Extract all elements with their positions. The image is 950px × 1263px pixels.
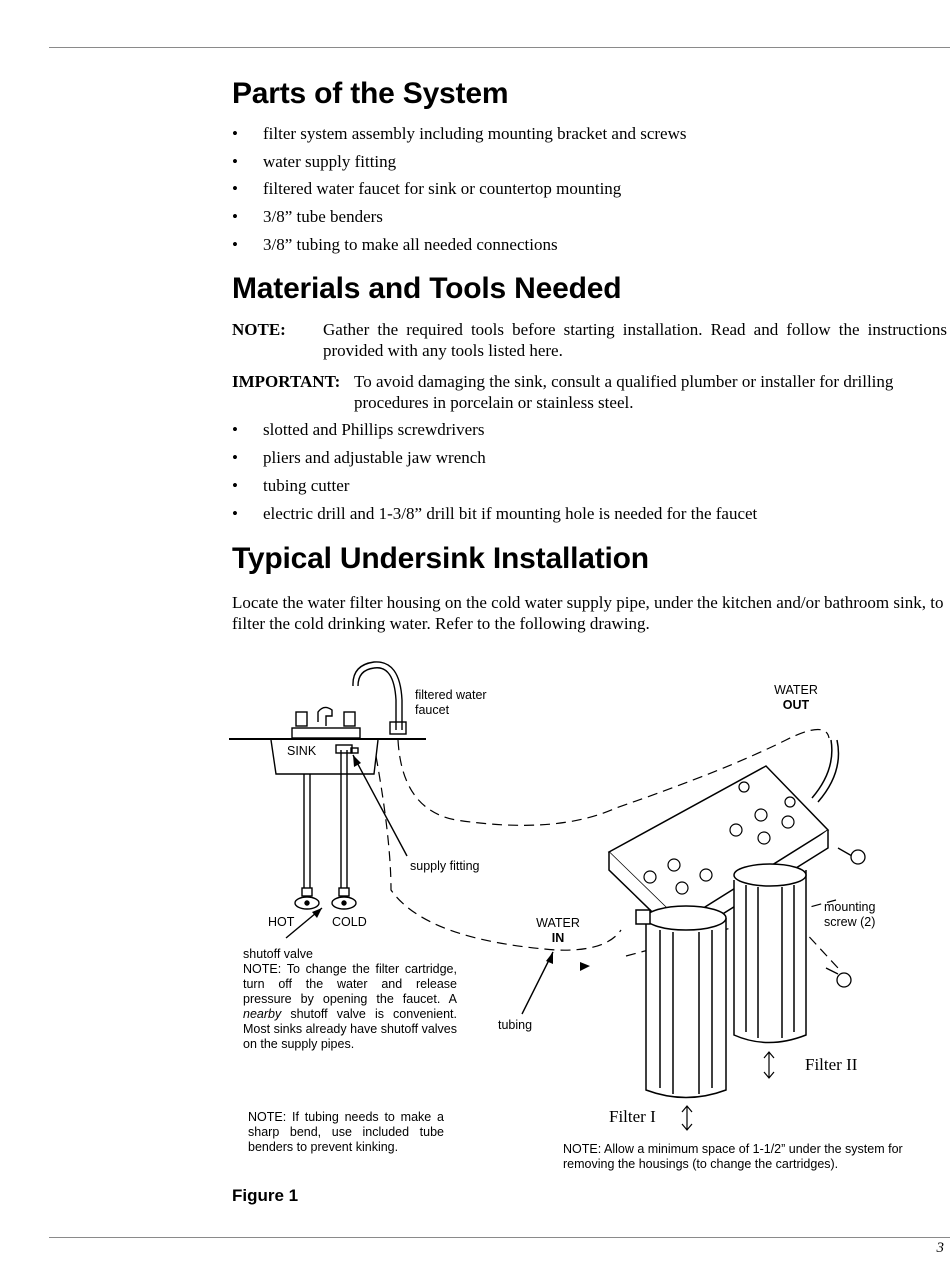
tubing-note: NOTE: If tubing needs to make a sharp bend, use included tube benders to prevent kinking. [248,1110,444,1154]
note-label: NOTE: [232,320,286,340]
faucet-label-line2: faucet [415,703,450,717]
installation-figure [226,660,950,1180]
bottom-rule [49,1237,950,1238]
water-in-line2: IN [551,931,565,945]
list-item: • tubing cutter [232,472,947,500]
important-block [232,371,947,413]
note-text: Gather the required tools before starting installation. Read and follow the instructions provided with any tools listed here. [323,320,947,361]
list-item: • slotted and Phillips screwdrivers [232,416,947,444]
list-item: • 3/8” tubing to make all needed connections [232,231,947,259]
list-item: • 3/8” tube benders [232,203,947,231]
list-item: • water supply fitting [232,148,947,176]
cartridge-note-text: NOTE: To change the filter cartridge, turn off the water and release pressure by opening the faucet. A [243,962,457,1006]
important-text: To avoid damaging the sink, consult a qualified plumber or installer for drilling procedures in porcelain or stainless steel. [354,372,894,413]
water-out-line1: WATER [774,683,818,697]
water-out-label [768,683,824,713]
water-in-label [530,916,586,946]
water-in-line1: WATER [536,916,580,930]
typical-paragraph: Locate the water filter housing on the cold water supply pipe, under the kitchen and/or bathroom sink, to filter the cold drinking water. Refer to the following drawing. [232,593,944,634]
parts-list [232,120,947,258]
faucet-label-line1: filtered water [415,688,487,702]
tubing-label: tubing [498,1018,533,1032]
water-out-line2: OUT [782,698,810,712]
mounting-screw-line1: mounting [824,900,876,914]
shutoff-valve-label: shutoff valve [243,947,313,961]
filter-1-label: Filter I [609,1107,656,1126]
hot-label: HOT [268,915,295,929]
supply-fitting-label: supply fitting [410,859,480,873]
mounting-screw-label [824,900,875,930]
typical-heading: Typical Undersink Installation [232,542,649,576]
cartridge-note-emphasis: nearby [243,1007,282,1021]
main-content [232,72,947,634]
materials-heading: Materials and Tools Needed [232,272,622,306]
filter-2-label: Filter II [805,1055,858,1074]
sink-label: SINK [287,744,317,758]
list-item: • filter system assembly including mounting bracket and screws [232,120,947,148]
parts-heading: Parts of the System [232,77,509,110]
list-item: • electric drill and 1-3/8” drill bit if mounting hole is needed for the faucet [232,500,947,528]
cold-label: COLD [332,915,367,929]
cartridge-note [243,962,457,1052]
note-block [232,319,947,361]
space-note: NOTE: Allow a minimum space of 1-1/2” under the system for removing the housings (to change the cartridges). [563,1142,903,1171]
cartridge-note-text-end: shutoff valve is convenient. Most sinks already have shutoff valves on the supply pipes. [243,1007,457,1051]
page-number: 3 [936,1240,944,1256]
important-label: IMPORTANT: [232,372,341,392]
mounting-screw-line2: screw (2) [824,915,876,929]
top-rule [49,47,950,48]
list-item: • filtered water faucet for sink or countertop mounting [232,175,947,203]
list-item: • pliers and adjustable jaw wrench [232,444,947,472]
faucet-label [415,688,487,718]
figure-caption: Figure 1 [232,1186,299,1205]
tools-list [232,416,947,527]
